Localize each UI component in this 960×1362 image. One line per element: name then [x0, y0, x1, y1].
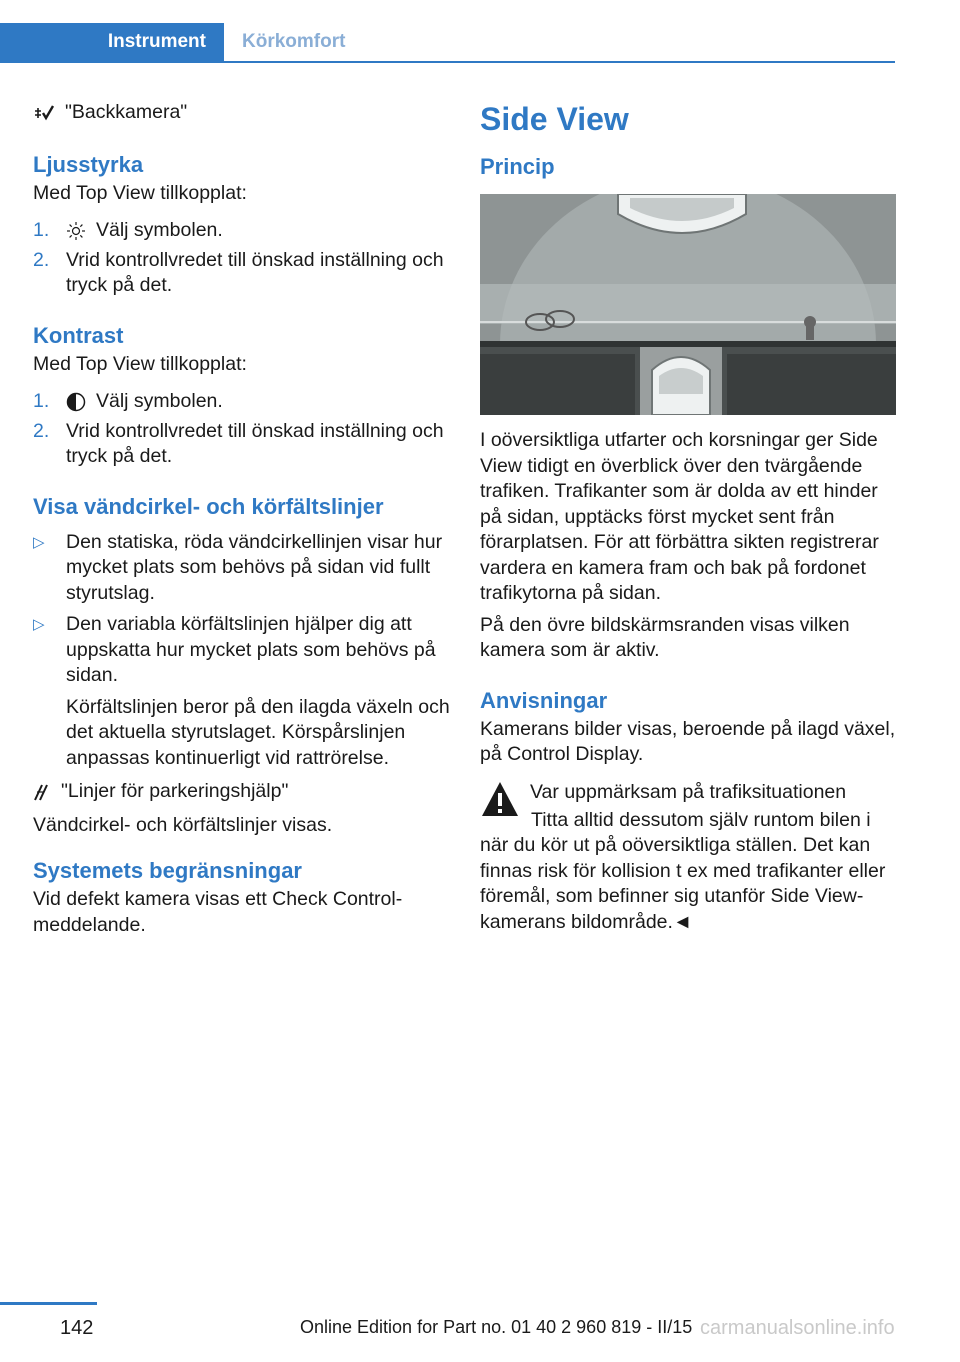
anvisningar-text: Kamerans bilder visas, beroende på ilagd växel, på Control Display. [480, 717, 896, 765]
vandcirkel-list [33, 530, 451, 689]
footer-rule [0, 1302, 97, 1305]
backkamera-label: "Backkamera" [65, 101, 188, 123]
list-item: 1. Välj symbolen. [33, 219, 223, 241]
right-column [480, 100, 896, 935]
ljusstyrka-steps [33, 218, 451, 299]
warning-triangle-icon [480, 780, 520, 818]
list-item: 1. Välj symbolen. [33, 390, 223, 412]
princip-text-2: På den övre bildskärmsranden visas vilken kamera som är aktiv. [480, 613, 850, 661]
systemets-text: Vid defekt kamera visas ett Check Control-meddelande. [33, 888, 403, 936]
left-column [33, 100, 451, 938]
edition-text: Online Edition for Part no. 01 40 2 960 819 - II/15 [300, 1317, 693, 1337]
vandcirkel-heading: Visa vändcirkel- och körfältslinjer [33, 493, 384, 519]
parking-lines-icon [33, 782, 51, 802]
warning-title: Var uppmärksam på trafiksituationen [530, 780, 847, 803]
backkamera-line [33, 100, 451, 126]
kontrast-intro: Med Top View tillkopplat: [33, 352, 247, 375]
ljusstyrka-intro: Med Top View tillkopplat: [33, 181, 247, 204]
tab-korkomfort[interactable]: Körkomfort [242, 31, 346, 52]
side-view-illustration [480, 194, 896, 415]
list-item: ▷ Den statiska, röda vändcirkellinjen visar hur mycket plats som behövs på sidan vid fullt styrutslag. [33, 530, 451, 607]
contrast-icon [66, 392, 86, 412]
list-item: ▷ Den variabla körfältslinjen hjälper dig att uppskatta hur mycket plats som behövs på sidan. [33, 612, 451, 689]
anvisningar-heading: Anvisningar [480, 687, 608, 713]
kontrast-heading: Kontrast [33, 322, 124, 348]
linjer-result: Vändcirkel- och körfältslinjer visas. [33, 813, 333, 836]
warning-text: Titta alltid dessutom själv runtom bilen i när du kör ut på oöversiktliga ställen. Det kan finnas risk för kollision t ex med trafikanter eller föremål, som befinner sig utanför Side View-kamerans bildområde.◄ [480, 808, 886, 933]
kontrast-steps [33, 389, 451, 470]
princip-text-1: I oöversiktliga utfarter och korsningar ger Side View tidigt en överblick över den tvärgående trafiken. Trafikanter som är dolda av ett hinder på sidan, upptäcks först mycket sent från förarplatsen. För att förbättra sikten registrerar vardera en kamera fram och bak på fordonet trafikytorna på sidan. [480, 429, 879, 604]
triangle-bullet-icon: ▷ [33, 533, 45, 551]
princip-heading: Princip [480, 154, 555, 179]
side-view-title: Side View [480, 101, 629, 137]
vandcirkel-subtext: Körfältslinjen beror på den ilagda växeln och det aktuella styrutslaget. Körspårslinjen anpassas kontinuerligt vid rattrörelse. [66, 695, 450, 769]
brightness-icon [66, 221, 86, 241]
list-item: 2. Vrid kontrollvredet till önskad inställning och tryck på det. [33, 419, 444, 467]
systemets-heading: Systemets begränsningar [33, 858, 302, 883]
linjer-label: "Linjer för parkeringshjälp" [61, 780, 289, 802]
chapter-tab-bar [0, 23, 895, 63]
tab-instrument[interactable]: Instrument [0, 23, 224, 61]
watermark: carmanualsonline.info [700, 1317, 895, 1339]
triangle-bullet-icon: ▷ [33, 616, 45, 633]
ljusstyrka-heading: Ljusstyrka [33, 151, 144, 177]
linjer-line [33, 779, 451, 805]
rear-camera-icon [33, 103, 55, 123]
page-number: 142 [60, 1317, 94, 1339]
list-item: 2. Vrid kontrollvredet till önskad inställning och tryck på det. [33, 248, 444, 296]
